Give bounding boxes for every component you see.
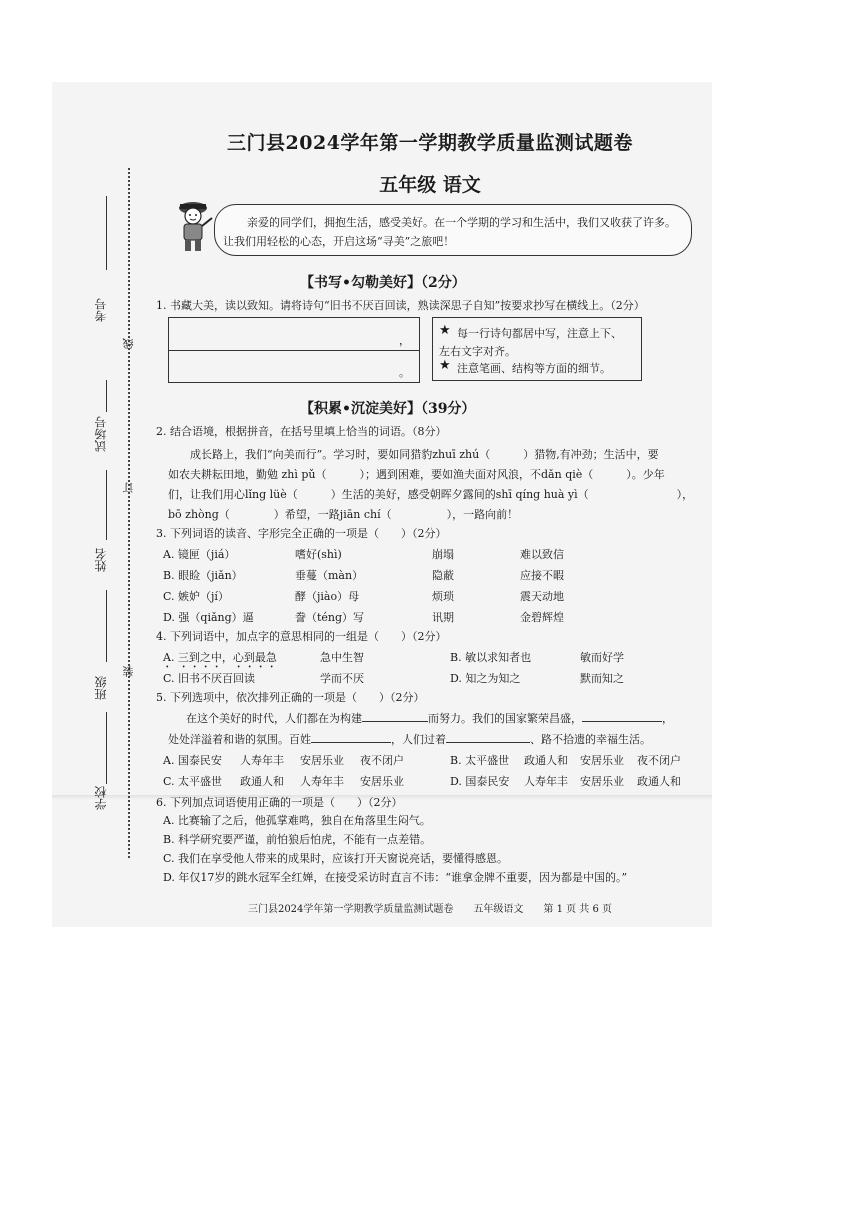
page-footer: 三门县2024学年第一学期教学质量监测试题卷 五年级语文 第 1 页 共 6 页 — [247, 904, 613, 915]
q5-option-b-word2: 政通人和 — [524, 754, 568, 767]
q5-line-2-part-a: 处处洋溢着和谐的氛围。百姓 — [168, 733, 311, 746]
q4-option-a: A. 三到之中，心到最急 — [163, 651, 277, 664]
q1-writing-midline — [169, 350, 419, 351]
q3-option-d: D. 强（qiǎng）逼 — [163, 611, 254, 624]
q3-option-a-word2: 嗜好(shì) — [295, 548, 342, 561]
q3-option-b-word2: 垂蔓（màn） — [295, 569, 364, 582]
tip2-line: 注意笔画、结构等方面的细节。 — [457, 362, 611, 375]
q5-line-1-part-b: 而努力。我们的国家繁荣昌盛， — [428, 712, 582, 725]
q3-option-a-word3: 崩塌 — [432, 548, 454, 561]
q2-line-3: 们，让我们用心lǐng lüè（ ）生活的美好，感受朝晖夕露间的shī qíng huà yì（ ）， — [168, 488, 694, 501]
intro-line-2: 让我们用轻松的心态，开启这场“寻美”之旅吧！ — [223, 235, 455, 248]
q5-option-c-word4: 安居乐业 — [360, 775, 404, 788]
exam-title: 三门县2024学年第一学期教学质量监测试题卷 — [227, 132, 633, 154]
q5-option-c: C. 太平盛世 — [163, 775, 223, 788]
q4-option-b-word2: 敏而好学 — [580, 651, 624, 664]
xingming-label: 姓名 — [94, 548, 108, 572]
q5-option-c-word2: 政通人和 — [240, 775, 284, 788]
q4-option-c-word2: 学而不厌 — [320, 672, 364, 685]
q4-option-a-word2: 急中生智 — [320, 651, 364, 664]
q5-line-1-part-c: ， — [662, 712, 673, 725]
q3-option-d-word2: 誊（téng）写 — [295, 611, 365, 624]
q5-text: 5. 下列选项中，依次排列正确的一项是（ ）（2分） — [156, 691, 425, 704]
q4-option-d-word2: 默而知之 — [580, 672, 624, 685]
q5-line-1-part-a: 在这个美好的时代，人们都在为构建 — [186, 712, 362, 725]
q3-option-d-word4: 金碧辉煌 — [520, 611, 564, 624]
q3-option-d-word3: 讯期 — [432, 611, 454, 624]
shichanghao-label: 试场号 — [94, 416, 108, 452]
tip1-line-a: 每一行诗句都居中写，注意上下、 — [457, 327, 622, 340]
xian-label: 线 — [122, 338, 135, 349]
q2-line-4: bō zhòng（ ）希望，一路jiān chí（ ），一路向前！ — [168, 508, 519, 521]
q5-blank-4[interactable] — [446, 742, 530, 743]
q6-text: 6. 下列加点词语使用正确的一项是（ ）（2分） — [156, 796, 403, 809]
q5-line-2 — [168, 731, 651, 747]
q5-blank-1[interactable] — [362, 721, 428, 722]
q5-option-b: B. 太平盛世 — [450, 754, 510, 767]
xingming-line — [106, 470, 107, 540]
q5-line-2-part-c: 、路不拾遗的幸福生活。 — [530, 733, 651, 746]
q5-option-a-word3: 安居乐业 — [300, 754, 344, 767]
q3-option-c-word3: 烦琐 — [432, 590, 454, 603]
q5-option-d: D. 国泰民安 — [450, 775, 510, 788]
kaohao-label: 考号 — [94, 298, 108, 322]
q5-option-a-word4: 夜不闭户 — [360, 754, 404, 767]
q5-option-d-word3: 安居乐业 — [580, 775, 624, 788]
banji-line — [106, 590, 107, 662]
q3-option-b: B. 眼睑（jiǎn） — [163, 569, 243, 582]
ding-label: 订 — [122, 482, 135, 493]
q6-option-a: A. 比赛输了之后，他孤掌难鸣，独自在角落里生闷气。 — [163, 814, 431, 827]
q3-option-c-word2: 酵（jiào）母 — [295, 590, 360, 603]
q2-line-2: 如农夫耕耘田地，勤勉 zhì pǔ（ ）；遇到困难，要如渔夫面对风浪，不dǎn qiè（ ）。少年 — [168, 468, 665, 481]
q3-option-b-word4: 应接不暇 — [520, 569, 564, 582]
q1-tip-box — [432, 317, 642, 381]
q3-option-a: A. 镜匣（jiá） — [163, 548, 236, 561]
q1-text: 1. 书藏大美，读以致知。请将诗句“旧书不厌百回读，熟读深思子自知”按要求抄写在横线上。（2分） — [156, 299, 645, 312]
shichanghao-line — [106, 380, 107, 412]
q5-option-a: A. 国泰民安 — [163, 754, 222, 767]
banji-label: 班级 — [94, 676, 108, 700]
q5-line-2-part-b: ，人们过着 — [391, 733, 446, 746]
q5-option-a-word2: 人寿年丰 — [240, 754, 284, 767]
q4-text: 4. 下列词语中，加点字的意思相同的一组是（ ）（2分） — [156, 630, 447, 643]
q1-comma: ， — [399, 334, 410, 347]
section2-title: 【积累•沉淀美好】（39分） — [300, 401, 476, 417]
zhuang-label: 装 — [122, 666, 135, 677]
q3-option-c-word4: 震天动地 — [520, 590, 564, 603]
q3-text: 3. 下列词语的读音、字形完全正确的一项是（ ）（2分） — [156, 527, 447, 540]
kaohao-line — [106, 196, 107, 270]
q1-period: 。 — [399, 366, 410, 379]
q5-option-b-word3: 安居乐业 — [580, 754, 624, 767]
q4-option-d: D. 知之为知之 — [450, 672, 521, 685]
q4-option-c: C. 旧书不厌百回读 — [163, 672, 256, 685]
binding-dotted-line — [128, 168, 130, 858]
q5-blank-2[interactable] — [582, 721, 662, 722]
intro-speech-bubble — [214, 204, 692, 256]
tip1-line-b: 左右文字对齐。 — [439, 345, 516, 358]
q1-writing-box[interactable] — [168, 317, 420, 383]
student-mascot-icon — [170, 196, 216, 254]
star-icon: ★ — [439, 323, 451, 338]
q3-option-a-word4: 难以致信 — [520, 548, 564, 561]
exam-subtitle: 五年级 语文 — [379, 174, 481, 196]
q4-option-b: B. 敏以求知者也 — [450, 651, 532, 664]
q2-text: 2. 结合语境，根据拼音，在括号里填上恰当的词语。（8分） — [156, 425, 447, 438]
q6-option-c: C. 我们在享受他人带来的成果时，应该打开天窗说亮话，要懂得感恩。 — [163, 852, 509, 865]
q6-option-b: B. 科学研究要严谨，前怕狼后怕虎，不能有一点差错。 — [163, 833, 432, 846]
q5-option-b-word4: 夜不闭户 — [637, 754, 681, 767]
q5-line-1 — [186, 710, 673, 726]
xuexiao-line — [106, 712, 107, 784]
q5-option-d-word2: 人寿年丰 — [524, 775, 568, 788]
section1-title: 【书写•勾勒美好】（2分） — [300, 275, 466, 291]
q3-option-c: C. 嫉妒（jí） — [163, 590, 229, 603]
xuexiao-label: 学校 — [94, 786, 108, 810]
q6-option-d: D. 年仅17岁的跳水冠军全红婵，在接受采访时直言不讳：“谁拿金牌不重要，因为都是中国的。” — [163, 871, 628, 884]
q3-option-b-word3: 隐蔽 — [432, 569, 454, 582]
intro-line-1: 亲爱的同学们，拥抱生活，感受美好。在一个学期的学习和生活中，我们又收获了许多。 — [247, 216, 676, 229]
star-icon: ★ — [439, 358, 451, 373]
q5-option-c-word3: 人寿年丰 — [300, 775, 344, 788]
q5-option-d-word4: 政通人和 — [637, 775, 681, 788]
q5-blank-3[interactable] — [311, 742, 391, 743]
q2-line-1: 成长路上，我们“向美而行”。学习时，要如同猎豹zhuī zhú（ ）猎物,有冲劲；生活中，要 — [190, 448, 659, 461]
